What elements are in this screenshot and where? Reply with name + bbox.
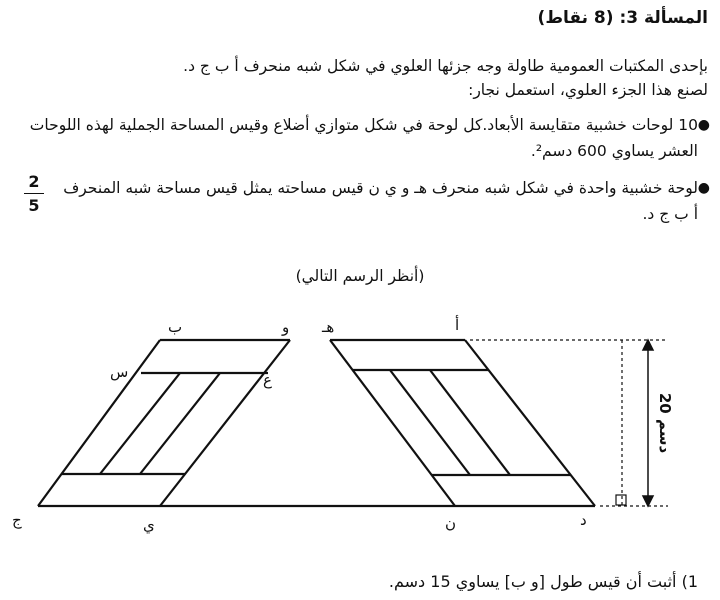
intro-line-2: لصنع هذا الجزء العلوي، استعمل نجار: (468, 81, 708, 99)
right-board-slant-2 (430, 370, 510, 475)
bullet-dot-icon: ● (697, 117, 710, 133)
left-board-slant-2 (140, 373, 220, 474)
intro-line-1: بإحدى المكتبات العمومية طاولة وجه جزئها العلوي في شكل شبه منحرف أ ب ج د. (183, 57, 708, 75)
segment-h-n (330, 340, 455, 506)
vertex-label-h: هـ (322, 318, 335, 336)
height-dimension (643, 340, 653, 506)
question-1: 1) أثبت أن قيس طول [و ب] يساوي 15 دسم. (388, 572, 698, 591)
vertex-label-n: ن (445, 514, 457, 532)
vertex-label-e: ع (263, 371, 272, 389)
height-label: 20 دسم (656, 392, 674, 454)
fraction-numerator: 2 (28, 172, 40, 191)
vertex-label-s: س (110, 363, 129, 381)
figure-caption: (أنظر الرسم التالي) (295, 267, 425, 285)
bullet-text-trapezoid: لوحة خشبية واحدة في شكل شبه منحرف هـ و ي ن قيس مساحته يمثل قيس مساحة شبه المنحرف أ ب ج د. (63, 179, 698, 223)
vertex-label-w: و (282, 318, 290, 336)
bullet-dot-icon: ● (697, 180, 710, 196)
vertex-label-b: ب (168, 318, 183, 336)
bullet-text-boards: 10 لوحات خشبية متقايسة الأبعاد.كل لوحة في شكل متوازي أضلاع وقيس المساحة الجملية لهذه اللوحات العشر يساوي 600 دسم². (29, 116, 698, 160)
arrow-up-icon (643, 340, 653, 350)
vertex-label-d: د (580, 511, 587, 529)
arrow-down-icon (643, 496, 653, 506)
right-angle-mark (616, 495, 626, 505)
vertex-label-y: ي (143, 516, 155, 534)
segment-a-d (465, 340, 595, 506)
vertex-label-a: أ (455, 316, 460, 334)
vertex-label-j: ج (12, 511, 22, 529)
dotted-guides (470, 340, 668, 506)
fraction-denominator: 5 (28, 196, 40, 215)
right-board-slant-1 (390, 370, 470, 475)
problem-title: المسألة 3: (8 نقاط) (537, 8, 708, 28)
left-board-slant-1 (100, 373, 180, 474)
